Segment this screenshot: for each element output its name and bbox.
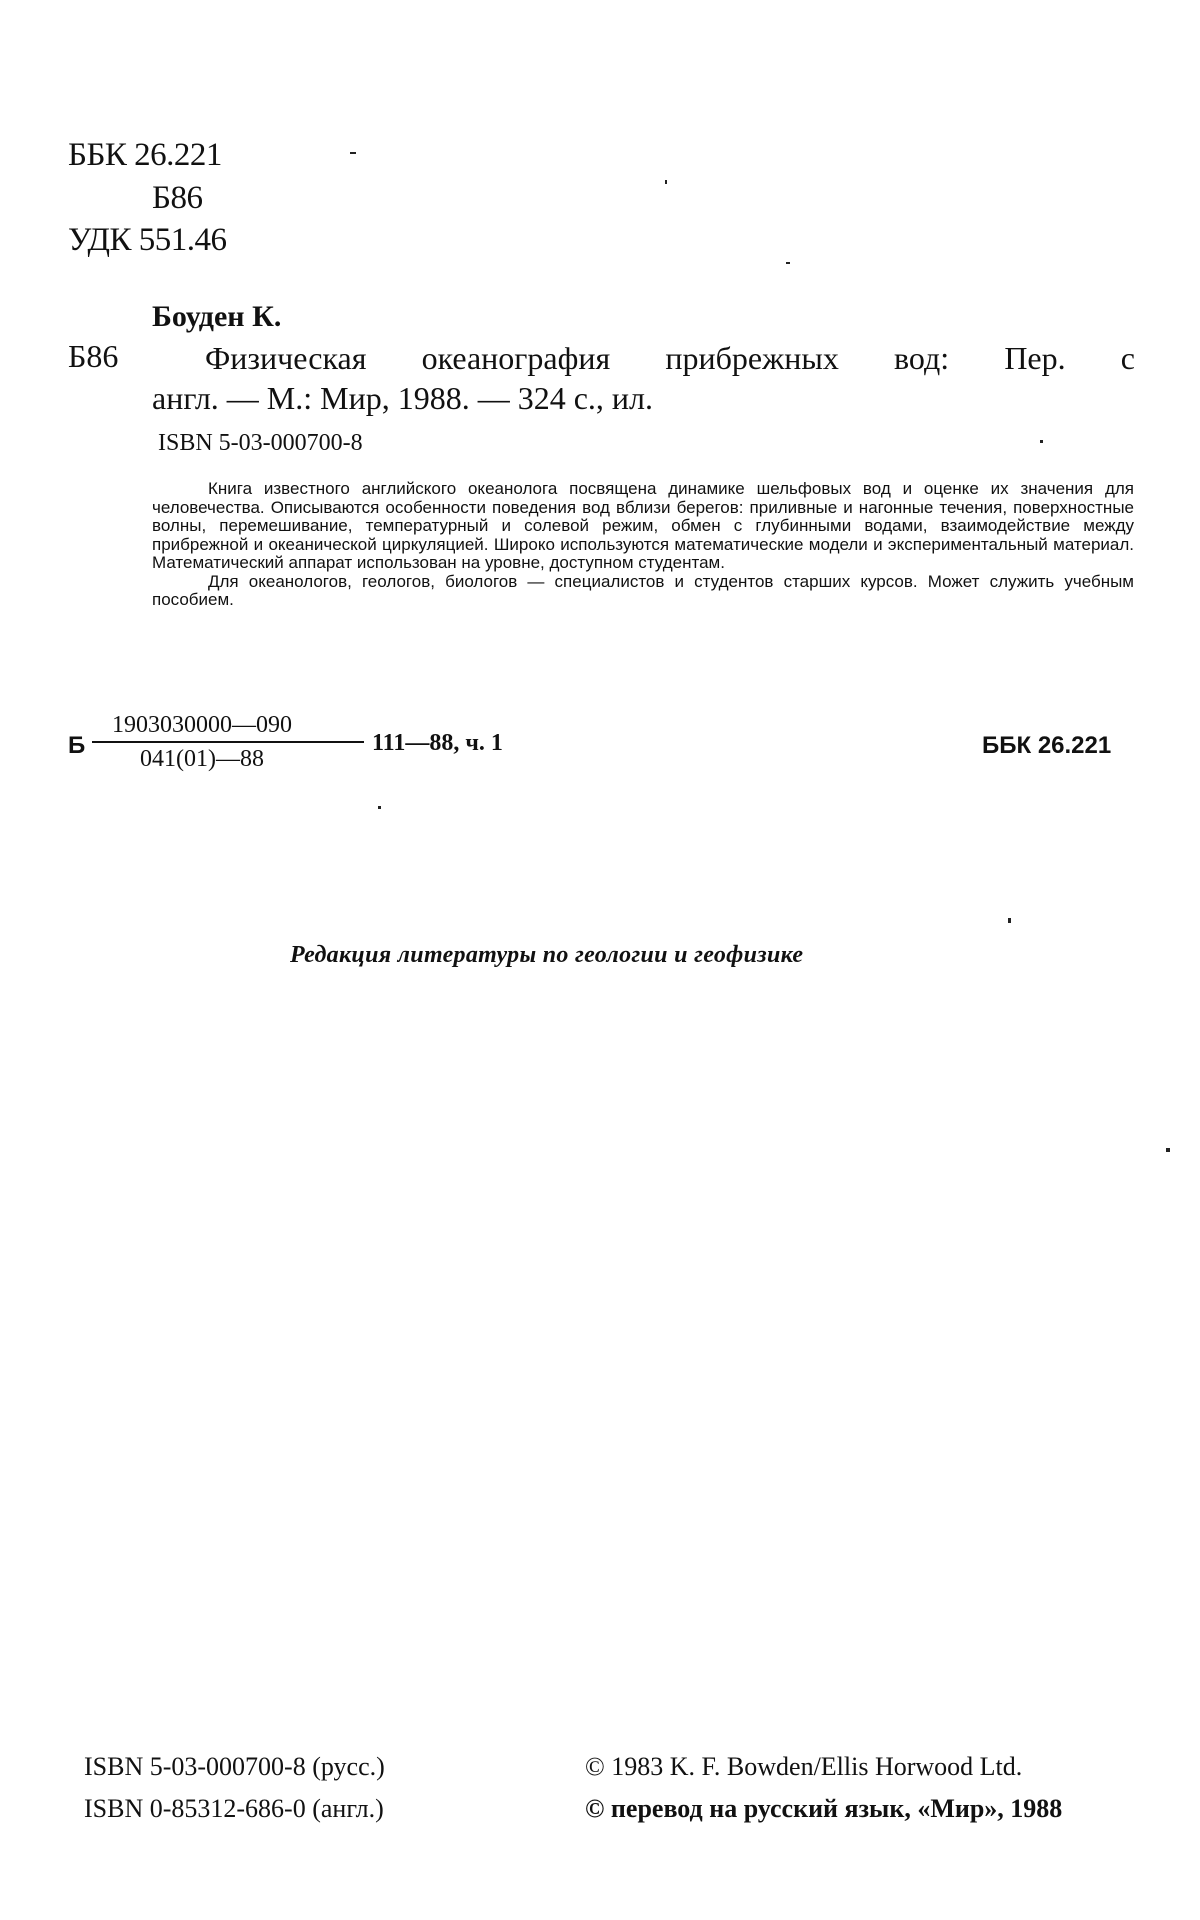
- copyright-translation: © перевод на русский язык, «Мир», 1988: [585, 1794, 1063, 1823]
- library-code: Б86: [152, 180, 203, 216]
- udk-classification: УДК 551.46: [68, 222, 227, 258]
- bbk-classification: ББК 26.221: [68, 137, 222, 173]
- scan-speck: [786, 262, 790, 264]
- copyright-original: © 1983 K. F. Bowden/Ellis Horwood Ltd.: [585, 1752, 1023, 1781]
- scan-speck: [378, 806, 381, 809]
- catalog-prefix: Б: [68, 732, 86, 759]
- annotation-paragraph: Книга известного английского океанолога посвящена динамике шельфовых вод и оценке их значения для человечества. Описываются особенности поведения вод вблизи берегов: приливные и нагонные течения, поверхностные волны, перемешивание, температурный и солевой режим, обмен с глубинными водами, взаимодействие между прибрежной и океанической циркуляцией. Широко используются математические модели и экспериментальный материал. Математический аппарат использован на уровне, доступном студентам.: [152, 479, 1134, 572]
- editorial-office: Редакция литературы по геологии и геофизике: [290, 942, 804, 968]
- catalog-bbk: ББК 26.221: [982, 732, 1112, 759]
- isbn-russian: ISBN 5-03-000700-8 (русс.): [84, 1752, 385, 1781]
- catalog-numerator: 1903030000—090: [112, 712, 292, 738]
- scan-speck: [665, 180, 667, 184]
- fraction-line: [92, 741, 364, 743]
- scan-speck: [1166, 1148, 1170, 1152]
- author-cipher: Б86: [68, 338, 119, 374]
- catalog-extra: 111—88, ч. 1: [372, 730, 503, 756]
- scan-speck: [1008, 918, 1011, 923]
- book-title-line2: англ. — М.: Мир, 1988. — 324 с., ил.: [152, 380, 654, 416]
- isbn-english: ISBN 0-85312-686-0 (англ.): [84, 1794, 384, 1823]
- author-name: Боуден К.: [152, 300, 282, 333]
- scan-speck: [350, 152, 356, 154]
- isbn-main: ISBN 5-03-000700-8: [158, 430, 363, 456]
- book-title-line1: Физическая океанография прибрежных вод: Пер. с: [205, 340, 1135, 376]
- scan-speck: [1040, 440, 1043, 443]
- catalog-denominator: 041(01)—88: [140, 746, 264, 772]
- annotation: [152, 480, 1134, 610]
- annotation-paragraph-audience: Для океанологов, геологов, биологов — специалистов и студентов старших курсов. Может служить учебным пособием.: [152, 571, 1134, 609]
